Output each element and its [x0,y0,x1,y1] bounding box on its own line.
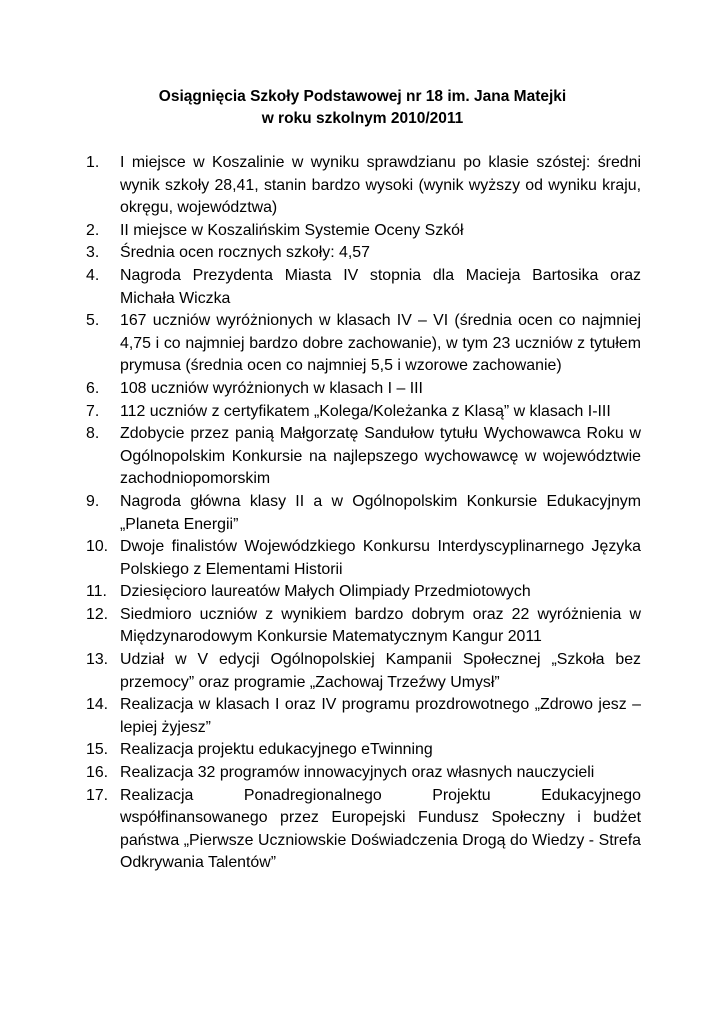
list-item-number: 9. [86,492,100,510]
list-item-text: I miejsce w Koszalinie w wyniku sprawdzianu po klasie szóstej: średni wynik szkoły 28,41, stanin bardzo wysoki (wynik wyższy od wyniku kraju, okręgu, województwa) [120,154,641,217]
list-item [86,220,641,243]
list-item-number: 14. [86,696,109,714]
document-subtitle: w roku szkolnym 2010/2011 [261,110,464,127]
list-item [86,649,641,694]
list-item-number: 2. [86,221,100,239]
list-item-text: Udział w V edycji Ogólnopolskiej Kampanii Społecznej „Szkoła bez przemocy” oraz programie „Zachowaj Trzeźwy Umysł” [120,651,641,691]
list-item-number: 16. [86,764,109,782]
list-item-number: 12. [86,605,109,623]
list-item-number: 15. [86,741,109,759]
list-item [86,152,641,220]
list-item-text: Realizacja projektu edukacyjnego eTwinning [120,741,433,759]
list-item-text: Realizacja 32 programów innowacyjnych oraz własnych nauczycieli [120,764,595,782]
list-item-text: 167 uczniów wyróżnionych w klasach IV – VI (średnia ocen co najmniej 4,75 i co najmniej bardzo dobre zachowanie), w tym 23 uczniów z tytułem prymusa (średnia ocen co najmniej 5,5 i wzorowe zachowanie) [120,312,641,375]
list-item-text: Dziesięcioro laureatów Małych Olimpiady Przedmiotowych [120,583,531,601]
list-item-text: 108 uczniów wyróżnionych w klasach I – III [120,379,423,397]
list-item [86,785,641,875]
list-item-number: 5. [86,312,100,330]
list-item-text: Siedmioro uczniów z wynikiem bardzo dobrym oraz 22 wyróżnienia w Międzynarodowym Konkursie Matematycznym Kangur 2011 [120,605,641,646]
list-item [86,401,641,424]
list-item [86,310,641,378]
list-item-number: 4. [86,266,100,284]
achievements-list [86,152,641,875]
list-item [86,694,641,739]
document-title: Osiągnięcia Szkoły Podstawowej nr 18 im. Jana Matejki [158,88,567,105]
list-item-number: 7. [86,402,100,420]
list-item [86,739,641,762]
list-item-number: 10. [86,538,109,556]
list-item-text: Średnia ocen rocznych szkoły: 4,57 [120,244,370,262]
list-item-text: II miejsce w Koszalińskim Systemie Oceny Szkół [120,221,464,239]
list-item-text: Nagroda główna klasy II a w Ogólnopolskim Konkursie Edukacyjnym „Planeta Energii” [120,492,641,533]
list-item-text: Dwoje finalistów Wojewódzkiego Konkursu Interdyscyplinarnego Języka Polskiego z Elementami Historii [120,538,641,578]
list-item [86,378,641,401]
list-item-number: 1. [86,154,100,171]
list-item [86,265,641,310]
list-item [86,762,641,785]
list-item [86,536,641,581]
list-item-number: 17. [86,786,109,804]
list-item [86,581,641,604]
list-item-number: 6. [86,379,100,397]
list-item-number: 8. [86,425,100,443]
list-item-number: 3. [86,244,100,262]
list-item-text: Realizacja Ponadregionalnego Projektu Edukacyjnego współfinansowanego przez Europejski Fundusz Społeczny i budżet państwa „Pierwsze Uczniowskie Doświadczenia Drogą do Wiedzy - Strefa Odkrywania Talentów” [120,786,641,872]
list-item [86,242,641,265]
list-item-text: Realizacja w klasach I oraz IV programu prozdrowotnego „Zdrowo jesz – lepiej żyjesz” [120,696,641,736]
list-item-text: Nagroda Prezydenta Miasta IV stopnia dla Macieja Bartosika oraz Michała Wiczka [120,266,641,307]
list-item-text: Zdobycie przez panią Małgorzatę Sandułow tytułu Wychowawca Roku w Ogólnopolskim Konkursie na najlepszego wychowawcę w województwie zachodniopomorskim [120,425,641,488]
list-item-number: 11. [86,583,107,601]
list-item [86,491,641,536]
list-item-number: 13. [86,651,109,669]
list-item-text: 112 uczniów z certyfikatem „Kolega/Koleżanka z Klasą” w klasach I-III [120,402,611,420]
list-item [86,423,641,491]
list-item [86,604,641,649]
